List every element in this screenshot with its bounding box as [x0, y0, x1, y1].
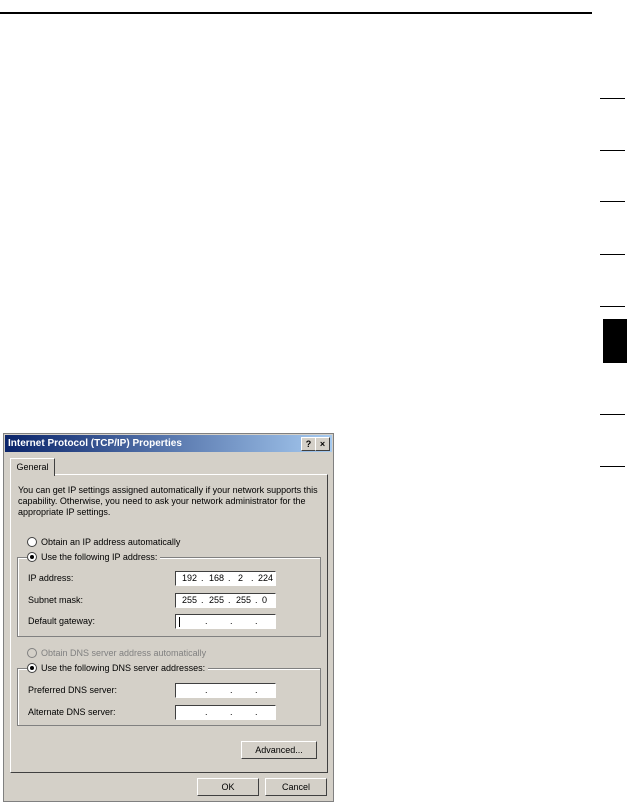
octet-dot: . — [230, 707, 233, 717]
subnet-mask-field[interactable] — [175, 593, 276, 608]
ip-octet: 168 — [209, 573, 225, 583]
preferred-dns-field[interactable] — [175, 683, 276, 698]
octet-dot: . — [251, 573, 254, 583]
help-button[interactable]: ? — [301, 437, 316, 451]
section-tab-marker — [603, 319, 627, 363]
ok-button[interactable]: OK — [197, 778, 259, 796]
subnet-mask-label: Subnet mask: — [28, 595, 84, 605]
octet-dot: . — [201, 573, 204, 583]
intro-text: You can get IP settings assigned automatically if your network supports this capability. Otherwise, you need to ask your network administrator for the appropriate IP settings. — [18, 485, 318, 517]
ip-address-field[interactable] — [175, 571, 276, 586]
dns-auto-label: Obtain DNS server address automatically — [41, 648, 207, 658]
margin-tick — [600, 414, 625, 415]
octet-dot: . — [230, 616, 233, 626]
margin-tick — [600, 306, 625, 307]
octet-dot: . — [205, 707, 208, 717]
tab-general[interactable]: General — [10, 458, 55, 476]
octet-dot: . — [255, 685, 258, 695]
ip-octet: 192 — [182, 573, 198, 583]
octet-dot: . — [228, 595, 231, 605]
page-top-rule — [0, 12, 592, 14]
mask-octet: 0 — [262, 595, 268, 605]
octet-dot: . — [230, 685, 233, 695]
close-button[interactable]: × — [315, 437, 330, 451]
radio-selected-icon — [27, 552, 37, 562]
ip-address-label: IP address: — [28, 573, 74, 583]
margin-tick — [600, 201, 625, 202]
mask-octet: 255 — [209, 595, 225, 605]
dns-manual-label: Use the following DNS server addresses: — [41, 663, 206, 673]
ip-manual-label: Use the following IP address: — [41, 552, 158, 562]
ip-manual-radio[interactable] — [27, 552, 160, 562]
ip-octet: 2 — [238, 573, 244, 583]
octet-dot: . — [255, 595, 258, 605]
advanced-button[interactable]: Advanced... — [241, 741, 317, 759]
radio-off-icon — [27, 537, 37, 547]
dns-manual-radio[interactable] — [27, 663, 208, 673]
default-gateway-label: Default gateway: — [28, 616, 96, 626]
octet-dot: . — [205, 616, 208, 626]
title-bar[interactable] — [5, 435, 332, 452]
text-caret — [179, 617, 180, 627]
dns-auto-radio[interactable] — [27, 648, 206, 658]
default-gateway-field[interactable] — [175, 614, 276, 629]
octet-dot: . — [255, 616, 258, 626]
margin-tick — [600, 466, 625, 467]
alternate-dns-label: Alternate DNS server: — [28, 707, 116, 717]
radio-disabled-icon — [27, 648, 37, 658]
octet-dot: . — [205, 685, 208, 695]
cancel-button[interactable]: Cancel — [265, 778, 327, 796]
ip-octet: 224 — [258, 573, 274, 583]
mask-octet: 255 — [236, 595, 252, 605]
tcpip-properties-dialog — [3, 433, 334, 802]
general-tab-panel — [10, 474, 328, 773]
ip-auto-radio[interactable] — [27, 537, 180, 547]
margin-tick — [600, 254, 625, 255]
mask-octet: 255 — [182, 595, 198, 605]
radio-selected-icon — [27, 663, 37, 673]
alternate-dns-field[interactable] — [175, 705, 276, 720]
preferred-dns-label: Preferred DNS server: — [28, 685, 118, 695]
octet-dot: . — [228, 573, 231, 583]
margin-tick — [600, 98, 625, 99]
octet-dot: . — [255, 707, 258, 717]
octet-dot: . — [201, 595, 204, 605]
dialog-title: Internet Protocol (TCP/IP) Properties — [8, 438, 182, 449]
ip-auto-label: Obtain an IP address automatically — [41, 537, 181, 547]
margin-tick — [600, 150, 625, 151]
